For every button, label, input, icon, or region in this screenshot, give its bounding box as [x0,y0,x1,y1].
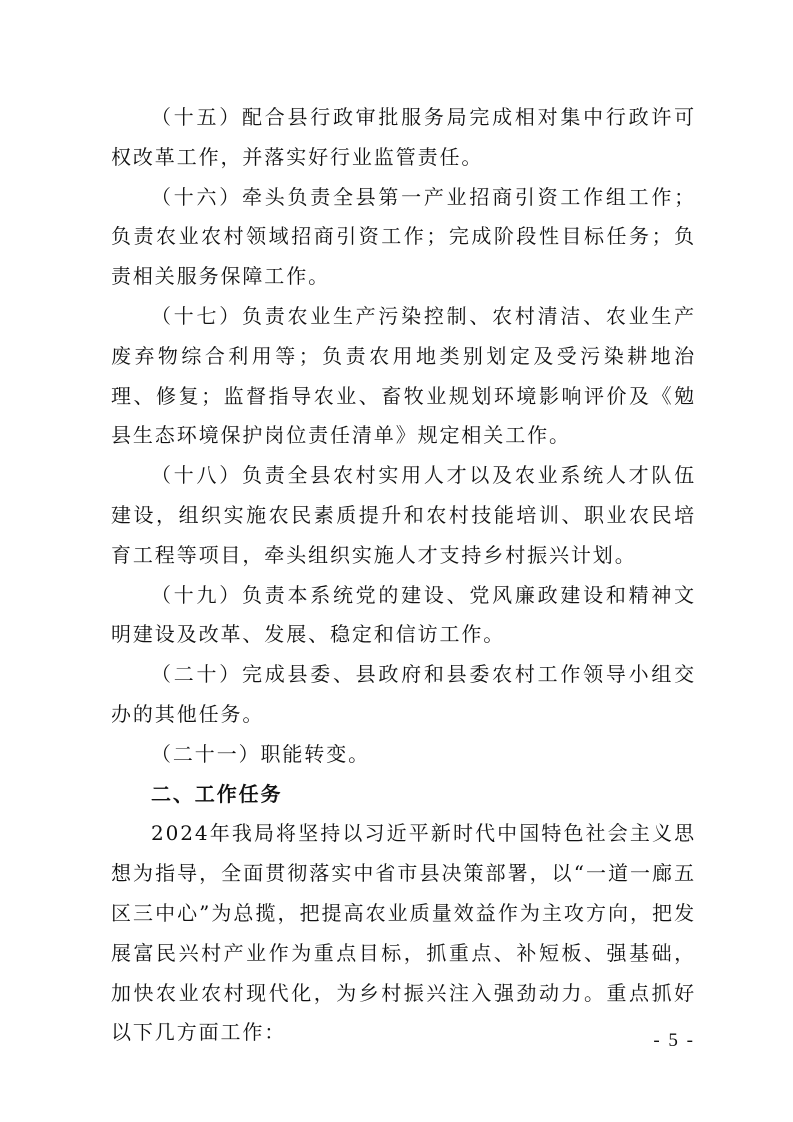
paragraph-item-17: （十七）负责农业生产污染控制、农村清洁、农业生产废弃物综合利用等；负责农用地类别划定及受污染耕地治理、修复；监督指导农业、畜牧业规划环境影响评价及《勉县生态环境保护岗位责任清单》规定相关工作。 [111,303,696,448]
section-body-paragraph: 2024年我局将坚持以习近平新时代中国特色社会主义思想为指导，全面贯彻落实中省市县决策部署，以“一道一廊五区三中心”为总揽，把提高农业质量效益作为主攻方向，把发展富民兴村产业作为重点目标，抓重点、补短板、强基础，加快农业农村现代化，为乡村振兴注入强劲动力。重点抓好以下几方面工作： [111,821,696,1045]
paragraph-item-21: （二十一）职能转变。 [151,741,370,766]
document-body [111,98,696,1053]
paragraph-item-16: （十六）牵头负责全县第一产业招商引资工作组工作；负责农业农村领域招商引资工作；完成阶段性目标任务；负责相关服务保障工作。 [111,184,696,289]
paragraph-item-19: （十九）负责本系统党的建设、党风廉政建设和精神文明建设及改革、发展、稳定和信访工作。 [111,582,696,647]
page-number: - 5 - [653,1030,695,1051]
paragraph-item-20: （二十）完成县委、县政府和县委农村工作领导小组交办的其他任务。 [111,662,696,726]
section-heading: 二、工作任务 [151,781,283,806]
paragraph-item-18: （十八）负责全县农村实用人才以及农业系统人才队伍建设，组织实施农民素质提升和农村技能培训、职业农民培育工程等项目，牵头组织实施人才支持乡村振兴计划。 [111,463,696,567]
paragraph-item-15: （十五）配合县行政审批服务局完成相对集中行政许可权改革工作，并落实好行业监管责任。 [111,105,696,169]
